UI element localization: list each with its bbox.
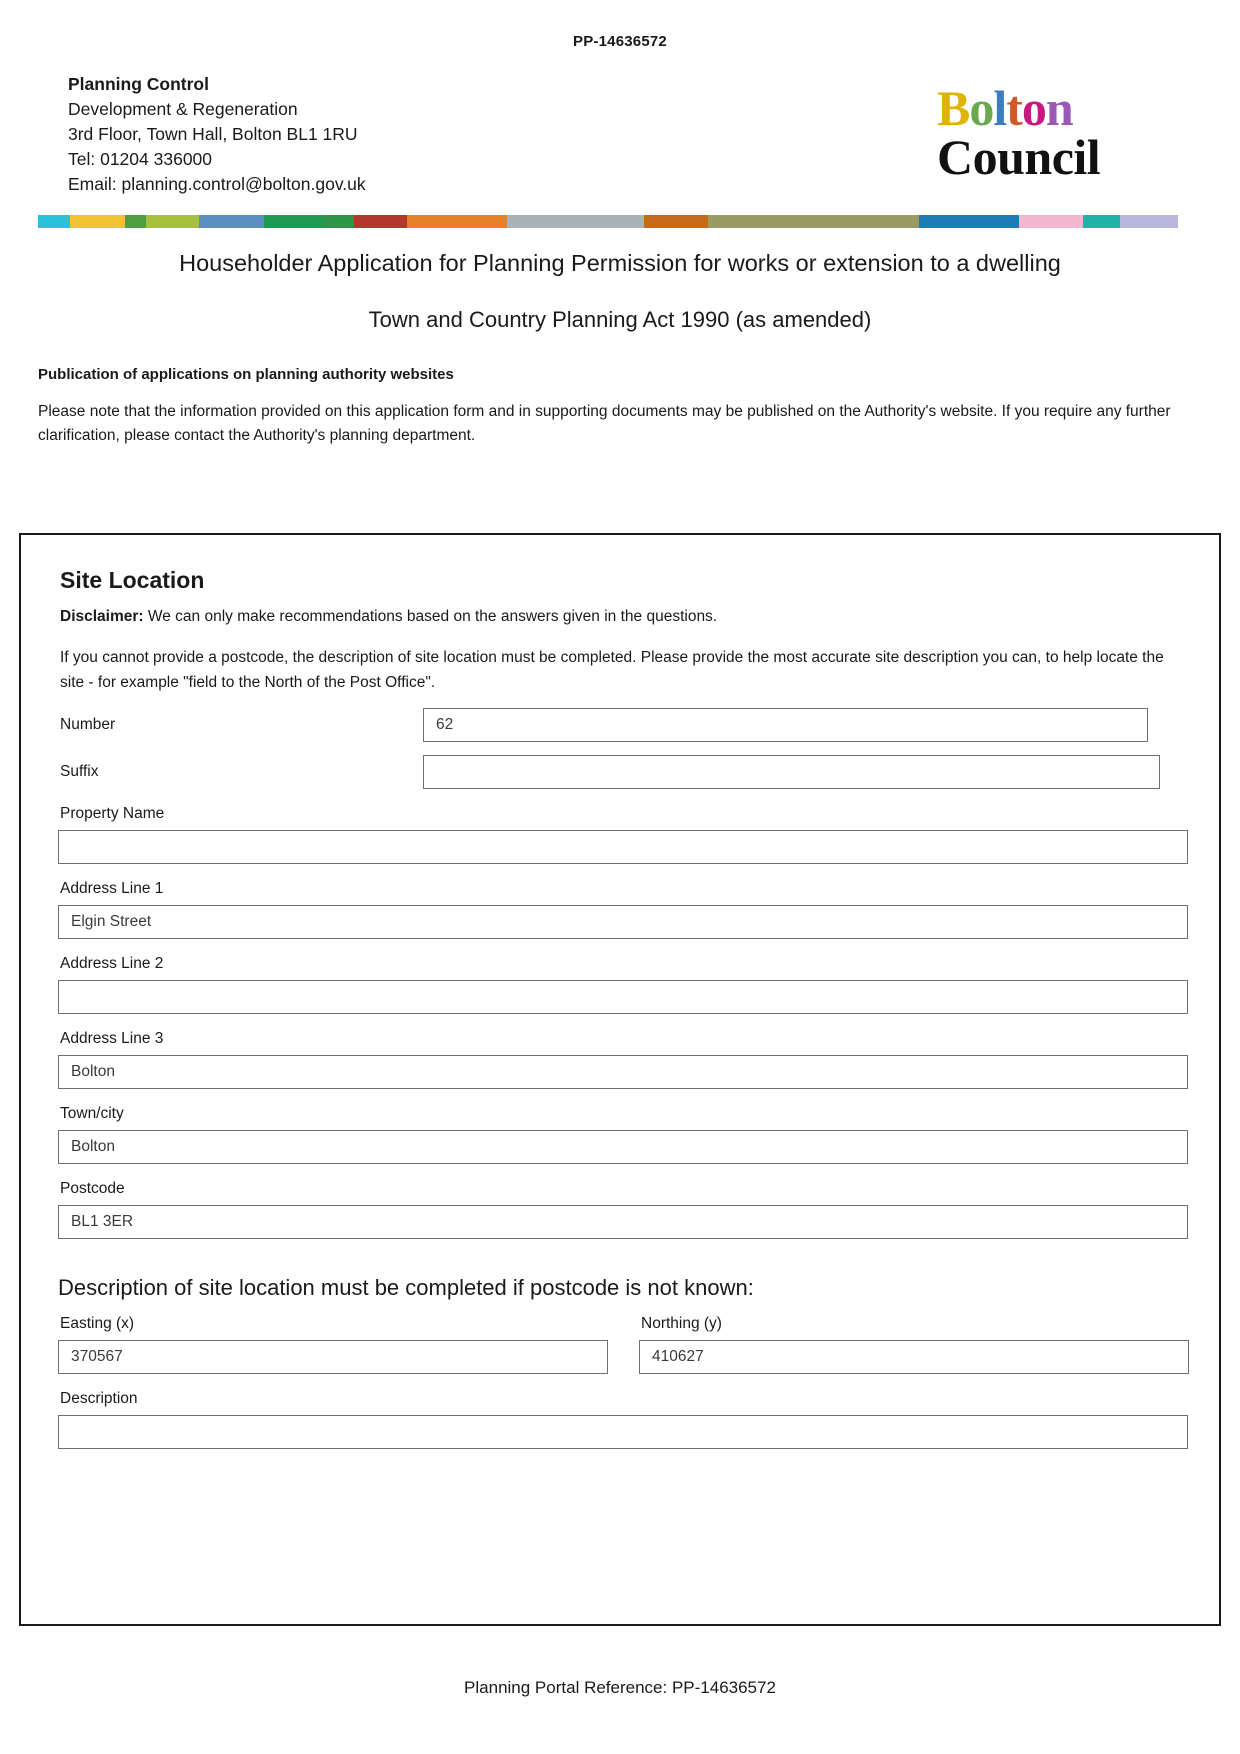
label-number: Number — [60, 716, 116, 733]
authority-telephone: Tel: 01204 336000 — [68, 149, 213, 169]
input-address-line-3[interactable]: Bolton — [58, 1055, 1188, 1089]
row-number — [55, 708, 1185, 742]
page-footer-reference: Planning Portal Reference: PP-14636572 — [464, 1678, 776, 1697]
colour-bar-segment — [125, 215, 146, 228]
easting-group — [58, 1315, 608, 1374]
description-heading: Description of site location must be completed if postcode is not known: — [58, 1275, 754, 1300]
logo-council-wordmark: Council — [937, 129, 1101, 185]
disclaimer-label: Disclaimer: — [60, 608, 144, 625]
input-property-name[interactable] — [58, 830, 1188, 864]
authority-email: Email: planning.control@bolton.gov.uk — [68, 174, 366, 194]
label-property-name: Property Name — [60, 805, 165, 822]
input-easting[interactable]: 370567 — [58, 1340, 608, 1374]
brand-colour-bar — [38, 215, 1178, 228]
input-northing[interactable]: 410627 — [639, 1340, 1189, 1374]
bolton-council-logo — [937, 80, 1162, 185]
input-postcode[interactable]: BL1 3ER — [58, 1205, 1188, 1239]
input-description[interactable] — [58, 1415, 1188, 1449]
site-location-card — [19, 533, 1221, 1626]
colour-bar-segment — [70, 215, 125, 228]
section-title-site-location: Site Location — [60, 567, 205, 593]
colour-bar-segment — [708, 215, 919, 228]
document-header — [0, 50, 1240, 197]
colour-bar-segment — [322, 215, 354, 228]
authority-address: 3rd Floor, Town Hall, Bolton BL1 1RU — [68, 124, 358, 144]
disclaimer-text — [60, 608, 1185, 626]
northing-group — [639, 1315, 1189, 1374]
input-address-line-2[interactable] — [58, 980, 1188, 1014]
authority-name: Planning Control — [68, 74, 209, 94]
colour-bar-segment — [146, 215, 199, 228]
authority-department: Development & Regeneration — [68, 99, 298, 119]
label-town-city: Town/city — [60, 1105, 124, 1122]
publication-body: Please note that the information provided on this application form and in supporting documents may be published on the Authority's website. If you require any further clarification, please contact the Authority's planning department. — [38, 403, 1171, 444]
colour-bar-segment — [507, 215, 644, 228]
colour-bar-segment — [1083, 215, 1120, 228]
colour-bar-segment — [919, 215, 1019, 228]
label-postcode: Postcode — [60, 1180, 125, 1197]
label-easting: Easting (x) — [60, 1315, 135, 1332]
input-suffix[interactable] — [423, 755, 1160, 789]
colour-bar-segment — [199, 215, 265, 228]
colour-bar-segment — [1019, 215, 1082, 228]
colour-bar-segment — [407, 215, 507, 228]
label-address-line-2: Address Line 2 — [60, 955, 164, 972]
label-northing: Northing (y) — [641, 1315, 722, 1332]
input-town-city[interactable]: Bolton — [58, 1130, 1188, 1164]
colour-bar-segment — [264, 215, 322, 228]
colour-bar-segment — [354, 215, 407, 228]
row-suffix — [55, 755, 1185, 789]
page-reference: PP-14636572 — [573, 33, 667, 50]
label-description: Description — [60, 1390, 138, 1407]
colour-bar-segment — [644, 215, 707, 228]
document-title: Householder Application for Planning Permission for works or extension to a dwelling — [179, 250, 1061, 276]
coordinates-row — [58, 1315, 1185, 1374]
publication-heading: Publication of applications on planning authority websites — [38, 366, 454, 383]
document-subtitle: Town and Country Planning Act 1990 (as amended) — [368, 307, 872, 332]
label-address-line-3: Address Line 3 — [60, 1030, 164, 1047]
site-location-hint: If you cannot provide a postcode, the description of site location must be completed. Please provide the most accurate site description you can, to help locate the site - for example "field to the North of the Post Office". — [60, 649, 1164, 691]
colour-bar-segment — [38, 215, 70, 228]
colour-bar-segment — [1120, 215, 1178, 228]
input-address-line-1[interactable]: Elgin Street — [58, 905, 1188, 939]
disclaimer-body: We can only make recommendations based on the answers given in the questions. — [143, 608, 718, 625]
label-suffix: Suffix — [60, 763, 99, 780]
logo-bolton-wordmark: Bolton — [937, 80, 1073, 136]
input-number[interactable]: 62 — [423, 708, 1148, 742]
label-address-line-1: Address Line 1 — [60, 880, 164, 897]
authority-contact-block — [68, 72, 366, 197]
